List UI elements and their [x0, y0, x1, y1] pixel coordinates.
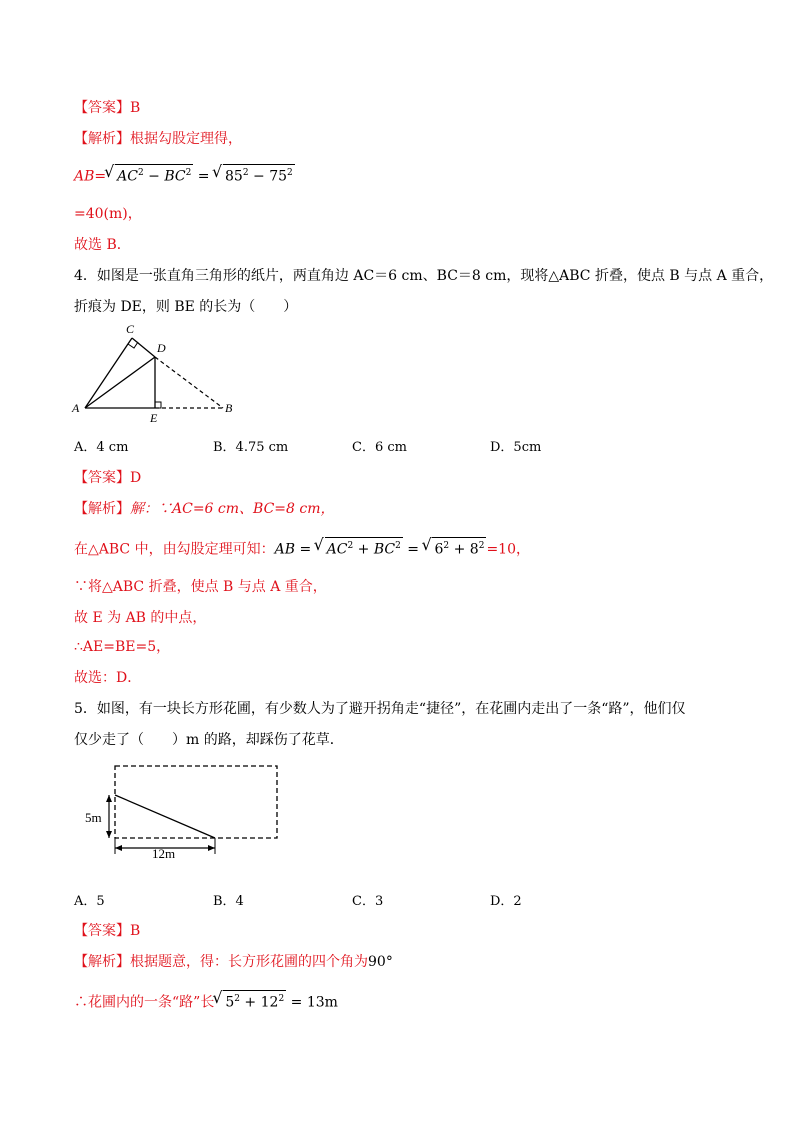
q4-label-a: A [72, 401, 80, 415]
q4-answer: D [130, 470, 142, 486]
q4-label-e: E [150, 411, 158, 425]
q3-formula: AB=√ $AC^2 - BC^2$ = √ $85^2 - 75^2$ [74, 164, 295, 187]
q5-garden-rect [115, 766, 277, 838]
q4-option-d: D．5cm [490, 440, 542, 455]
q4-option-c: C．6 cm [352, 440, 407, 455]
q5-angle: 90° [368, 954, 393, 970]
q3-analysis-intro: 根据勾股定理得， [130, 131, 242, 147]
q4-result: =10， [486, 541, 530, 558]
q3-radical-1: √ $AC^2 - BC^2$ [106, 164, 193, 187]
analysis-tag: 【解析】 [74, 131, 130, 147]
q5-stem-line2: 仅少走了（ ）m 的路，却踩伤了花草． [74, 732, 344, 748]
q4-analysis-line5: ∴AE=BE=5， [74, 639, 171, 655]
q4-label-c: C [126, 322, 135, 336]
analysis-tag: 【解析】 [74, 954, 130, 970]
q3-rad1-term: AC [117, 168, 138, 185]
q3-rad2b: 75 [269, 168, 288, 185]
q4-num-b: 8 [469, 541, 479, 558]
q4-num-a: 6 [434, 541, 444, 558]
q4-edge-ac [85, 338, 132, 408]
q3-result: =40(m)， [74, 206, 142, 222]
q4-sq-b: BC [373, 541, 396, 558]
q4-triangle-figure [70, 320, 250, 425]
q4-edge-cd [132, 338, 155, 357]
q4-radical-1: √ $AC^2 + BC^2$ [316, 537, 403, 560]
q5-analysis-line2 [74, 990, 338, 1013]
q5-analysis-1: 根据题意，得：长方形花圃的四个角为 [130, 954, 368, 970]
q4-formula-lhs: AB = [274, 541, 312, 558]
answer-tag: 【答案】 [74, 470, 130, 486]
q5-height-arrowhead-top [106, 795, 112, 802]
q5-radical: √ $5^2 + 12^2$ [214, 990, 286, 1013]
q4-right-angle-e [155, 402, 161, 408]
q5-option-b: B．4 [213, 894, 244, 909]
q3-formula-lhs: AB= [74, 168, 107, 185]
q3-answer: B [130, 100, 141, 116]
q4-analysis-line2: 在△ABC 中，由勾股定理可知：AB = √ $AC^2 + BC^2$ = √ $6^2 + 8^2 =10$， [74, 537, 530, 560]
q4-analysis-line4: 故 E 为 AB 的中点， [74, 610, 207, 626]
q4-analysis-line1 [74, 499, 335, 519]
q4-radical-2: √ $6^2 + 8^2$ [423, 537, 486, 560]
q5-term-b: 12 [260, 994, 279, 1011]
q5-option-d: D．2 [490, 894, 522, 909]
q3-rad1b-term: BC [164, 168, 186, 185]
q5-analysis-2-prefix: ∴花圃内的一条“路”长 [74, 994, 215, 1011]
q5-stem-line1: 5．如图，有一块长方形花圃，有少数人为了避开拐角走“捷径”，在花圃内走出了一条“路”，他们仅 [74, 701, 686, 717]
q3-choose: 故选 B． [74, 237, 131, 253]
q5-answer: B [130, 923, 141, 939]
q5-width-arrowhead-right [208, 845, 215, 851]
q4-right-angle-c [128, 342, 138, 348]
q4-analysis-2-prefix: 在△ABC 中，由勾股定理可知： [74, 541, 275, 558]
q3-radical-2: √ $85^2 - 75^2$ [214, 164, 295, 187]
q5-option-c: C．3 [352, 894, 384, 909]
q4-stem-line2: 折痕为 DE，则 BE 的长为（ ） [74, 299, 298, 315]
q4-stem-line1: 4．如图是一张直角三角形的纸片，两直角边 AC＝6 cm、BC＝8 cm，现将△ABC 折叠，使点 B 与点 A 重合， [74, 268, 774, 284]
q5-path [115, 795, 215, 838]
analysis-tag: 【解析】 [74, 501, 130, 517]
q3-analysis-line [74, 129, 242, 149]
q4-analysis-1: 解：∵AC=6 cm、BC=8 cm， [130, 501, 335, 517]
q4-choose: 故选：D． [74, 670, 142, 686]
q4-option-a: A．4 cm [74, 440, 129, 455]
q4-edge-db [155, 357, 223, 408]
q3-answer-line [74, 98, 140, 118]
q5-answer-line [74, 921, 140, 941]
q4-option-b: B．4.75 cm [213, 440, 289, 455]
q5-analysis-line1 [74, 952, 393, 972]
q5-term-a: 5 [225, 994, 235, 1011]
q3-rad2a: 85 [224, 168, 243, 185]
q4-analysis-line3: ∵将△ABC 折叠，使点 B 与点 A 重合， [74, 579, 327, 595]
q5-result: = 13m [290, 994, 338, 1011]
q5-label-width: 12m [152, 846, 176, 861]
q4-edge-ad [85, 357, 155, 408]
q5-label-height: 5m [85, 810, 102, 825]
answer-tag: 【答案】 [74, 100, 130, 116]
q5-option-a: A．5 [74, 894, 105, 909]
q4-label-d: D [157, 341, 166, 355]
q4-sq-a: AC [326, 541, 348, 558]
q4-answer-line [74, 468, 141, 488]
q5-garden-figure [80, 760, 280, 860]
answer-tag: 【答案】 [74, 923, 130, 939]
q4-label-b: B [225, 401, 233, 415]
q5-height-arrowhead-bottom [106, 831, 112, 838]
q5-width-arrowhead-left [115, 845, 122, 851]
